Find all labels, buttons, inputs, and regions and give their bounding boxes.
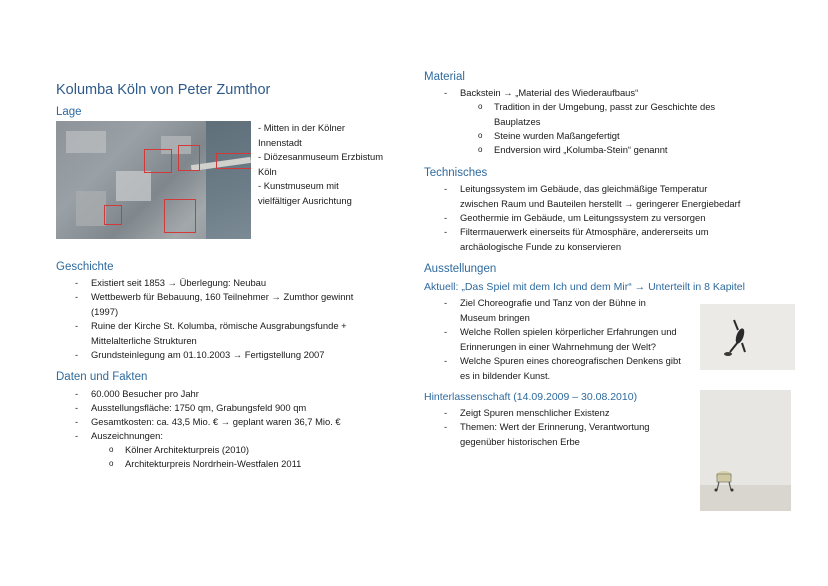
exhibition-aktuell: Aktuell: „Das Spiel mit dem Ich und dem Mir“ → Unterteilt in 8 Kapitel: [424, 281, 745, 293]
map-marker: [144, 149, 172, 173]
lage-line: - Mitten in der Kölner: [258, 122, 346, 133]
page-title: Kolumba Köln von Peter Zumthor: [56, 82, 271, 98]
lage-line: Köln: [258, 165, 277, 177]
lage-line: vielfältiger Ausrichtung: [258, 194, 352, 206]
map-marker: [216, 153, 251, 169]
section-heading-technisches: Technisches: [424, 167, 488, 179]
exhibition-hinterlassenschaft: Hinterlassenschaft (14.09.2009 – 30.08.2010): [424, 391, 638, 403]
section-heading-material: Material: [424, 71, 465, 83]
section-heading-ausstellungen: Ausstellungen: [424, 263, 497, 275]
lage-line: - Diözesanmuseum Erzbistum: [258, 151, 384, 162]
section-heading-lage: Lage: [56, 106, 82, 118]
map-marker: [178, 145, 200, 171]
map-marker: [104, 205, 122, 225]
lage-description: [258, 121, 383, 208]
aerial-map-image: [56, 121, 251, 239]
exhibition-photo-climber: [700, 304, 795, 370]
lage-line: - Kunstmuseum mit: [258, 180, 339, 191]
section-heading-geschichte: Geschichte: [56, 261, 114, 273]
lage-line: Innenstadt: [258, 136, 302, 148]
exhibition-photo-sculpture: [700, 390, 791, 511]
map-marker: [164, 199, 196, 233]
section-heading-daten: Daten und Fakten: [56, 371, 148, 383]
